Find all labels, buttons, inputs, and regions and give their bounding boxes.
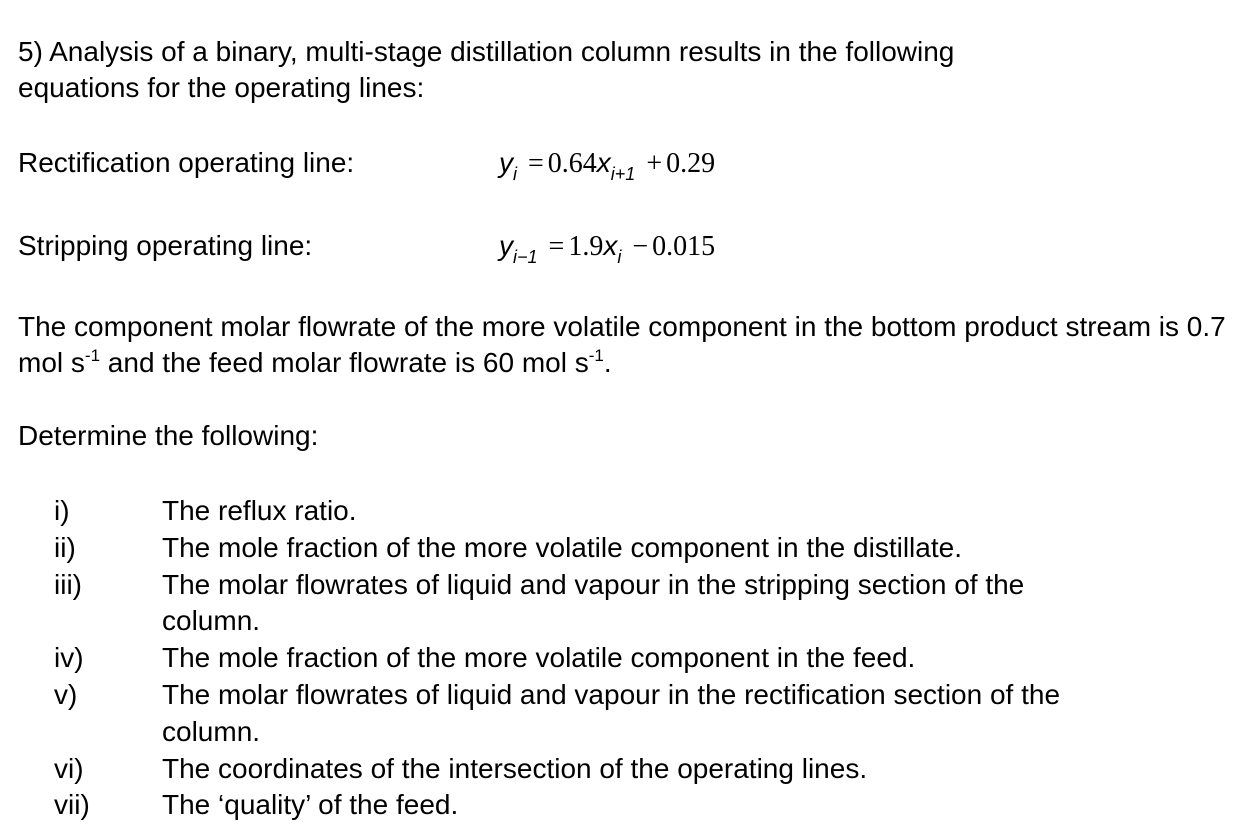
para-sup-2: -1 xyxy=(588,346,604,365)
rect-const: 0.29 xyxy=(666,148,716,179)
item-text: column. xyxy=(162,605,261,637)
para-part-2: and the feed molar flowrate is 60 mol s xyxy=(100,347,589,378)
item-text: The mole fraction of the more volatile component in the feed. xyxy=(162,642,916,674)
item-text: The molar flowrates of liquid and vapour in the rectification section of the xyxy=(162,678,1061,710)
item-text: The coordinates of the intersection of the operating lines. xyxy=(162,752,868,784)
item-number: vi) xyxy=(54,752,84,784)
para-part-1: The component molar flowrate of the more volatile component in the bottom product stream is 0.7 mol s xyxy=(18,311,1226,378)
item-number: iv) xyxy=(54,642,84,674)
rectification-equation xyxy=(499,147,716,184)
item-number: v) xyxy=(54,678,78,710)
item-text: The molar flowrates of liquid and vapour in the stripping section of the xyxy=(162,568,1025,600)
rect-coef: 0.64 xyxy=(547,148,597,179)
strip-var-sub: i xyxy=(617,247,622,267)
item-text: The reflux ratio. xyxy=(162,495,357,526)
para-sup-1: -1 xyxy=(84,346,101,365)
item-text: The ‘quality’ of the feed. xyxy=(162,789,459,821)
rect-var: x xyxy=(596,147,611,178)
item-text: The mole fraction of the more volatile component in the distillate. xyxy=(162,531,962,563)
strip-coef: 1.9 xyxy=(568,231,604,262)
strip-lhs-sub: i−1 xyxy=(513,247,538,267)
intro-line-1: 5) Analysis of a binary, multi-stage distillation column results in the following xyxy=(18,36,955,67)
rect-lhs: y xyxy=(499,147,513,178)
strip-lhs: y xyxy=(499,230,513,261)
item-number: iii) xyxy=(54,568,82,600)
flowrate-paragraph xyxy=(18,309,1228,381)
rect-var-sub: i+1 xyxy=(610,164,636,184)
para-part-3: . xyxy=(603,347,612,378)
stripping-label: Stripping operating line: xyxy=(18,230,313,261)
stripping-equation xyxy=(499,230,716,267)
strip-var: x xyxy=(603,230,618,261)
rectification-label: Rectification operating line: xyxy=(18,147,355,178)
item-number: ii) xyxy=(54,531,76,563)
strip-eq-sign: = xyxy=(548,231,565,262)
item-number: vii) xyxy=(54,789,90,821)
strip-op: − xyxy=(632,231,649,262)
question-intro xyxy=(18,34,1218,106)
rect-eq-sign: = xyxy=(528,148,544,179)
item-number: i) xyxy=(54,495,70,526)
rect-lhs-sub: i xyxy=(513,164,517,184)
item-text: column. xyxy=(162,715,261,747)
strip-const: 0.015 xyxy=(652,231,716,262)
determine-heading: Determine the following: xyxy=(18,420,319,451)
rect-op: + xyxy=(646,148,663,179)
intro-line-2: equations for the operating lines: xyxy=(18,72,425,103)
